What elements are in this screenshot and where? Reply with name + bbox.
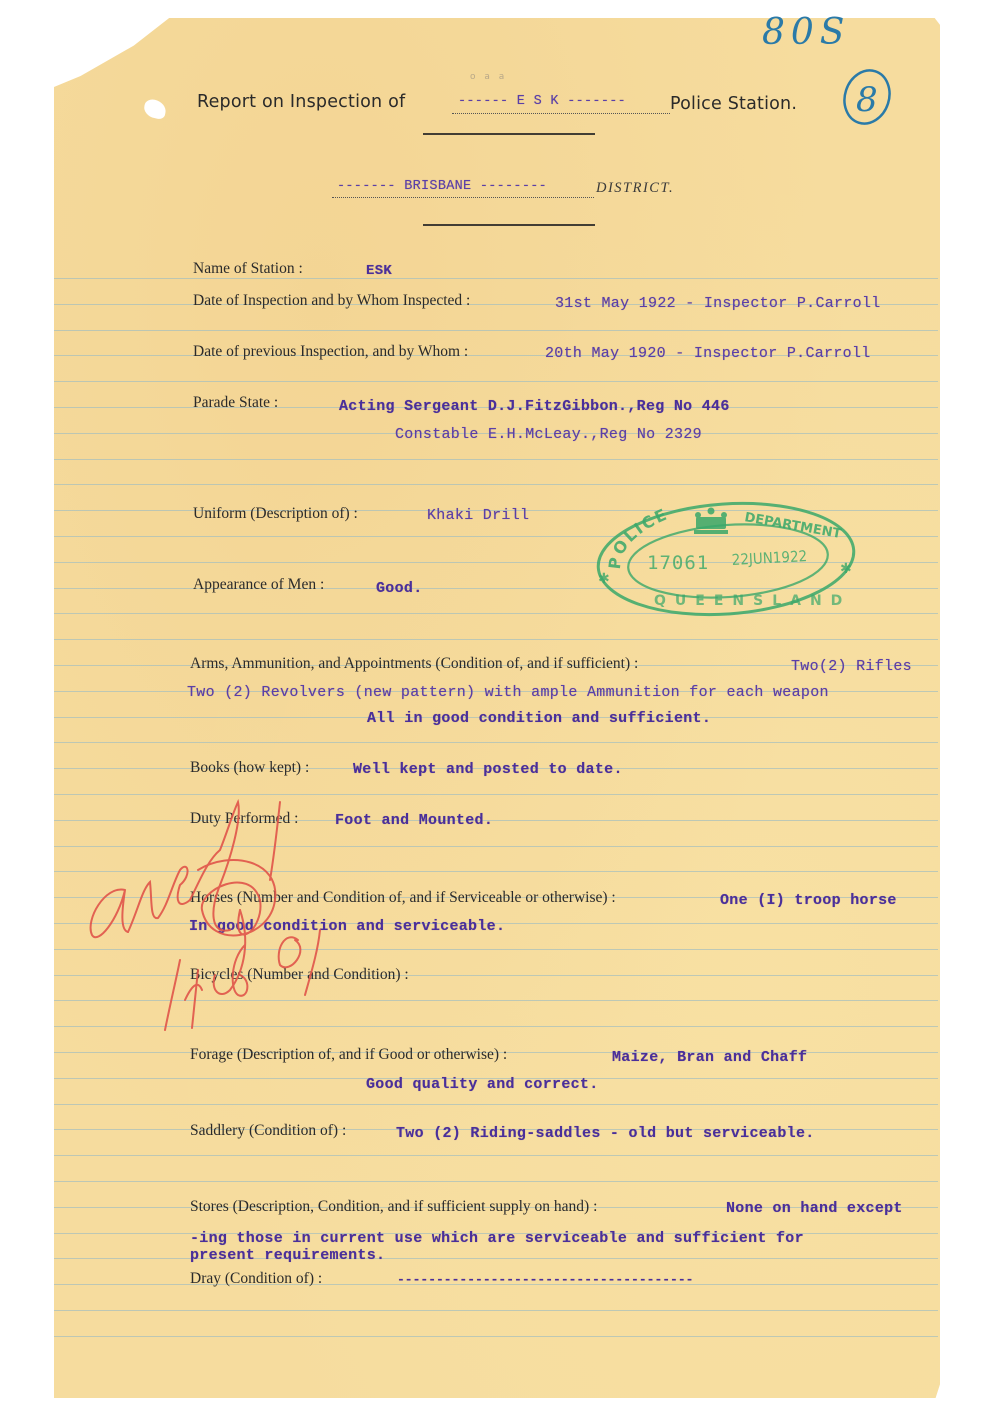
police-department-stamp (592, 497, 860, 621)
arms-line1: Two(2) Rifles (791, 658, 912, 675)
appearance-value: Good. (376, 580, 423, 597)
ruled-line (54, 742, 938, 743)
stores-label: Stores (Description, Condition, and if sufficient supply on hand) : (190, 1198, 598, 1215)
ruled-line (54, 1104, 938, 1105)
previous-inspection-label: Date of previous Inspection, and by Whom : (193, 343, 469, 360)
report-title-suffix: Police Station. (670, 94, 798, 114)
ruled-line (54, 1181, 938, 1182)
saddlery-value: Two (2) Riding-saddles - old but serviceable. (396, 1125, 815, 1142)
ruled-line (54, 330, 938, 331)
station-name-value: ESK (366, 263, 393, 279)
faint-typed-mark: o a a (470, 72, 508, 82)
forage-label: Forage (Description of, and if Good or otherwise) : (190, 1046, 508, 1063)
svg-text:✱: ✱ (840, 561, 852, 577)
file-number-annotation: 80S (762, 12, 851, 53)
duty-label: Duty Performed : (190, 810, 299, 827)
svg-text:DEPARTMENT: DEPARTMENT (743, 510, 843, 542)
crown-icon (694, 508, 728, 535)
header-divider-2 (423, 224, 595, 226)
svg-text:QUEENSLAND: QUEENSLAND (654, 593, 852, 609)
ruled-line (54, 278, 938, 279)
circled-number-annotation (838, 66, 896, 128)
ruled-line (54, 459, 938, 460)
svg-text:POLICE: POLICE (604, 504, 672, 571)
svg-text:✱: ✱ (598, 571, 610, 587)
svg-text:8: 8 (856, 80, 878, 120)
uniform-value: Khaki Drill (427, 507, 530, 524)
horses-label: Horses (Number and Condition of, and if Serviceable or otherwise) : (190, 889, 616, 906)
header-divider-1 (423, 133, 595, 135)
svg-text:22JUN1922: 22JUN1922 (731, 547, 808, 569)
horses-line1: One (I) troop horse (720, 892, 897, 909)
stores-line3: present requirements. (190, 1247, 386, 1264)
duty-value: Foot and Mounted. (335, 812, 494, 829)
svg-text:17061: 17061 (647, 552, 710, 574)
inspection-date-value: 31st May 1922 - Inspector P.Carroll (555, 295, 881, 312)
ruled-line (54, 381, 938, 382)
district-fill: ------- BRISBANE -------- (337, 179, 548, 194)
books-value: Well kept and posted to date. (353, 761, 623, 778)
appearance-label: Appearance of Men : (193, 576, 325, 593)
previous-inspection-value: 20th May 1920 - Inspector P.Carroll (545, 345, 871, 362)
dray-value: -------------------------------------- (397, 1272, 694, 1287)
ruled-line (54, 1310, 938, 1311)
district-underline (332, 197, 594, 198)
ruled-line (54, 1336, 938, 1337)
station-name-label: Name of Station : (193, 260, 303, 277)
ruled-line (54, 1258, 938, 1259)
forage-line1: Maize, Bran and Chaff (612, 1049, 808, 1066)
station-title-underline (452, 113, 670, 114)
ruled-line (54, 484, 938, 485)
books-label: Books (how kept) : (190, 759, 310, 776)
station-title-fill: ------ E S K ------- (458, 94, 627, 109)
stores-line1: None on hand except (726, 1200, 903, 1217)
parade-state-label: Parade State : (193, 394, 279, 411)
inspection-date-label: Date of Inspection and by Whom Inspected : (193, 292, 471, 309)
red-ink-approval-annotation (80, 790, 350, 1040)
arms-label: Arms, Ammunition, and Appointments (Condition of, and if sufficient) : (190, 655, 639, 672)
stores-line2: -ing those in current use which are serviceable and sufficient for (190, 1230, 804, 1247)
horses-line2: In good condition and serviceable. (189, 918, 506, 935)
district-label: DISTRICT. (596, 180, 675, 196)
arms-line3: All in good condition and sufficient. (367, 710, 712, 727)
saddlery-label: Saddlery (Condition of) : (190, 1122, 347, 1139)
ruled-line (54, 639, 938, 640)
ruled-line (54, 1155, 938, 1156)
report-title-prefix: Report on Inspection of (197, 92, 406, 112)
uniform-label: Uniform (Description of) : (193, 505, 358, 522)
parade-state-line2: Constable E.H.McLeay.,Reg No 2329 (395, 426, 702, 443)
dray-label: Dray (Condition of) : (190, 1270, 323, 1287)
arms-line2: Two (2) Revolvers (new pattern) with ample Ammunition for each weapon (187, 684, 829, 701)
forage-line2: Good quality and correct. (366, 1076, 599, 1093)
parade-state-line1: Acting Sergeant D.J.FitzGibbon.,Reg No 446 (339, 398, 730, 415)
bicycles-label: Bicycles (Number and Condition) : (190, 966, 409, 983)
